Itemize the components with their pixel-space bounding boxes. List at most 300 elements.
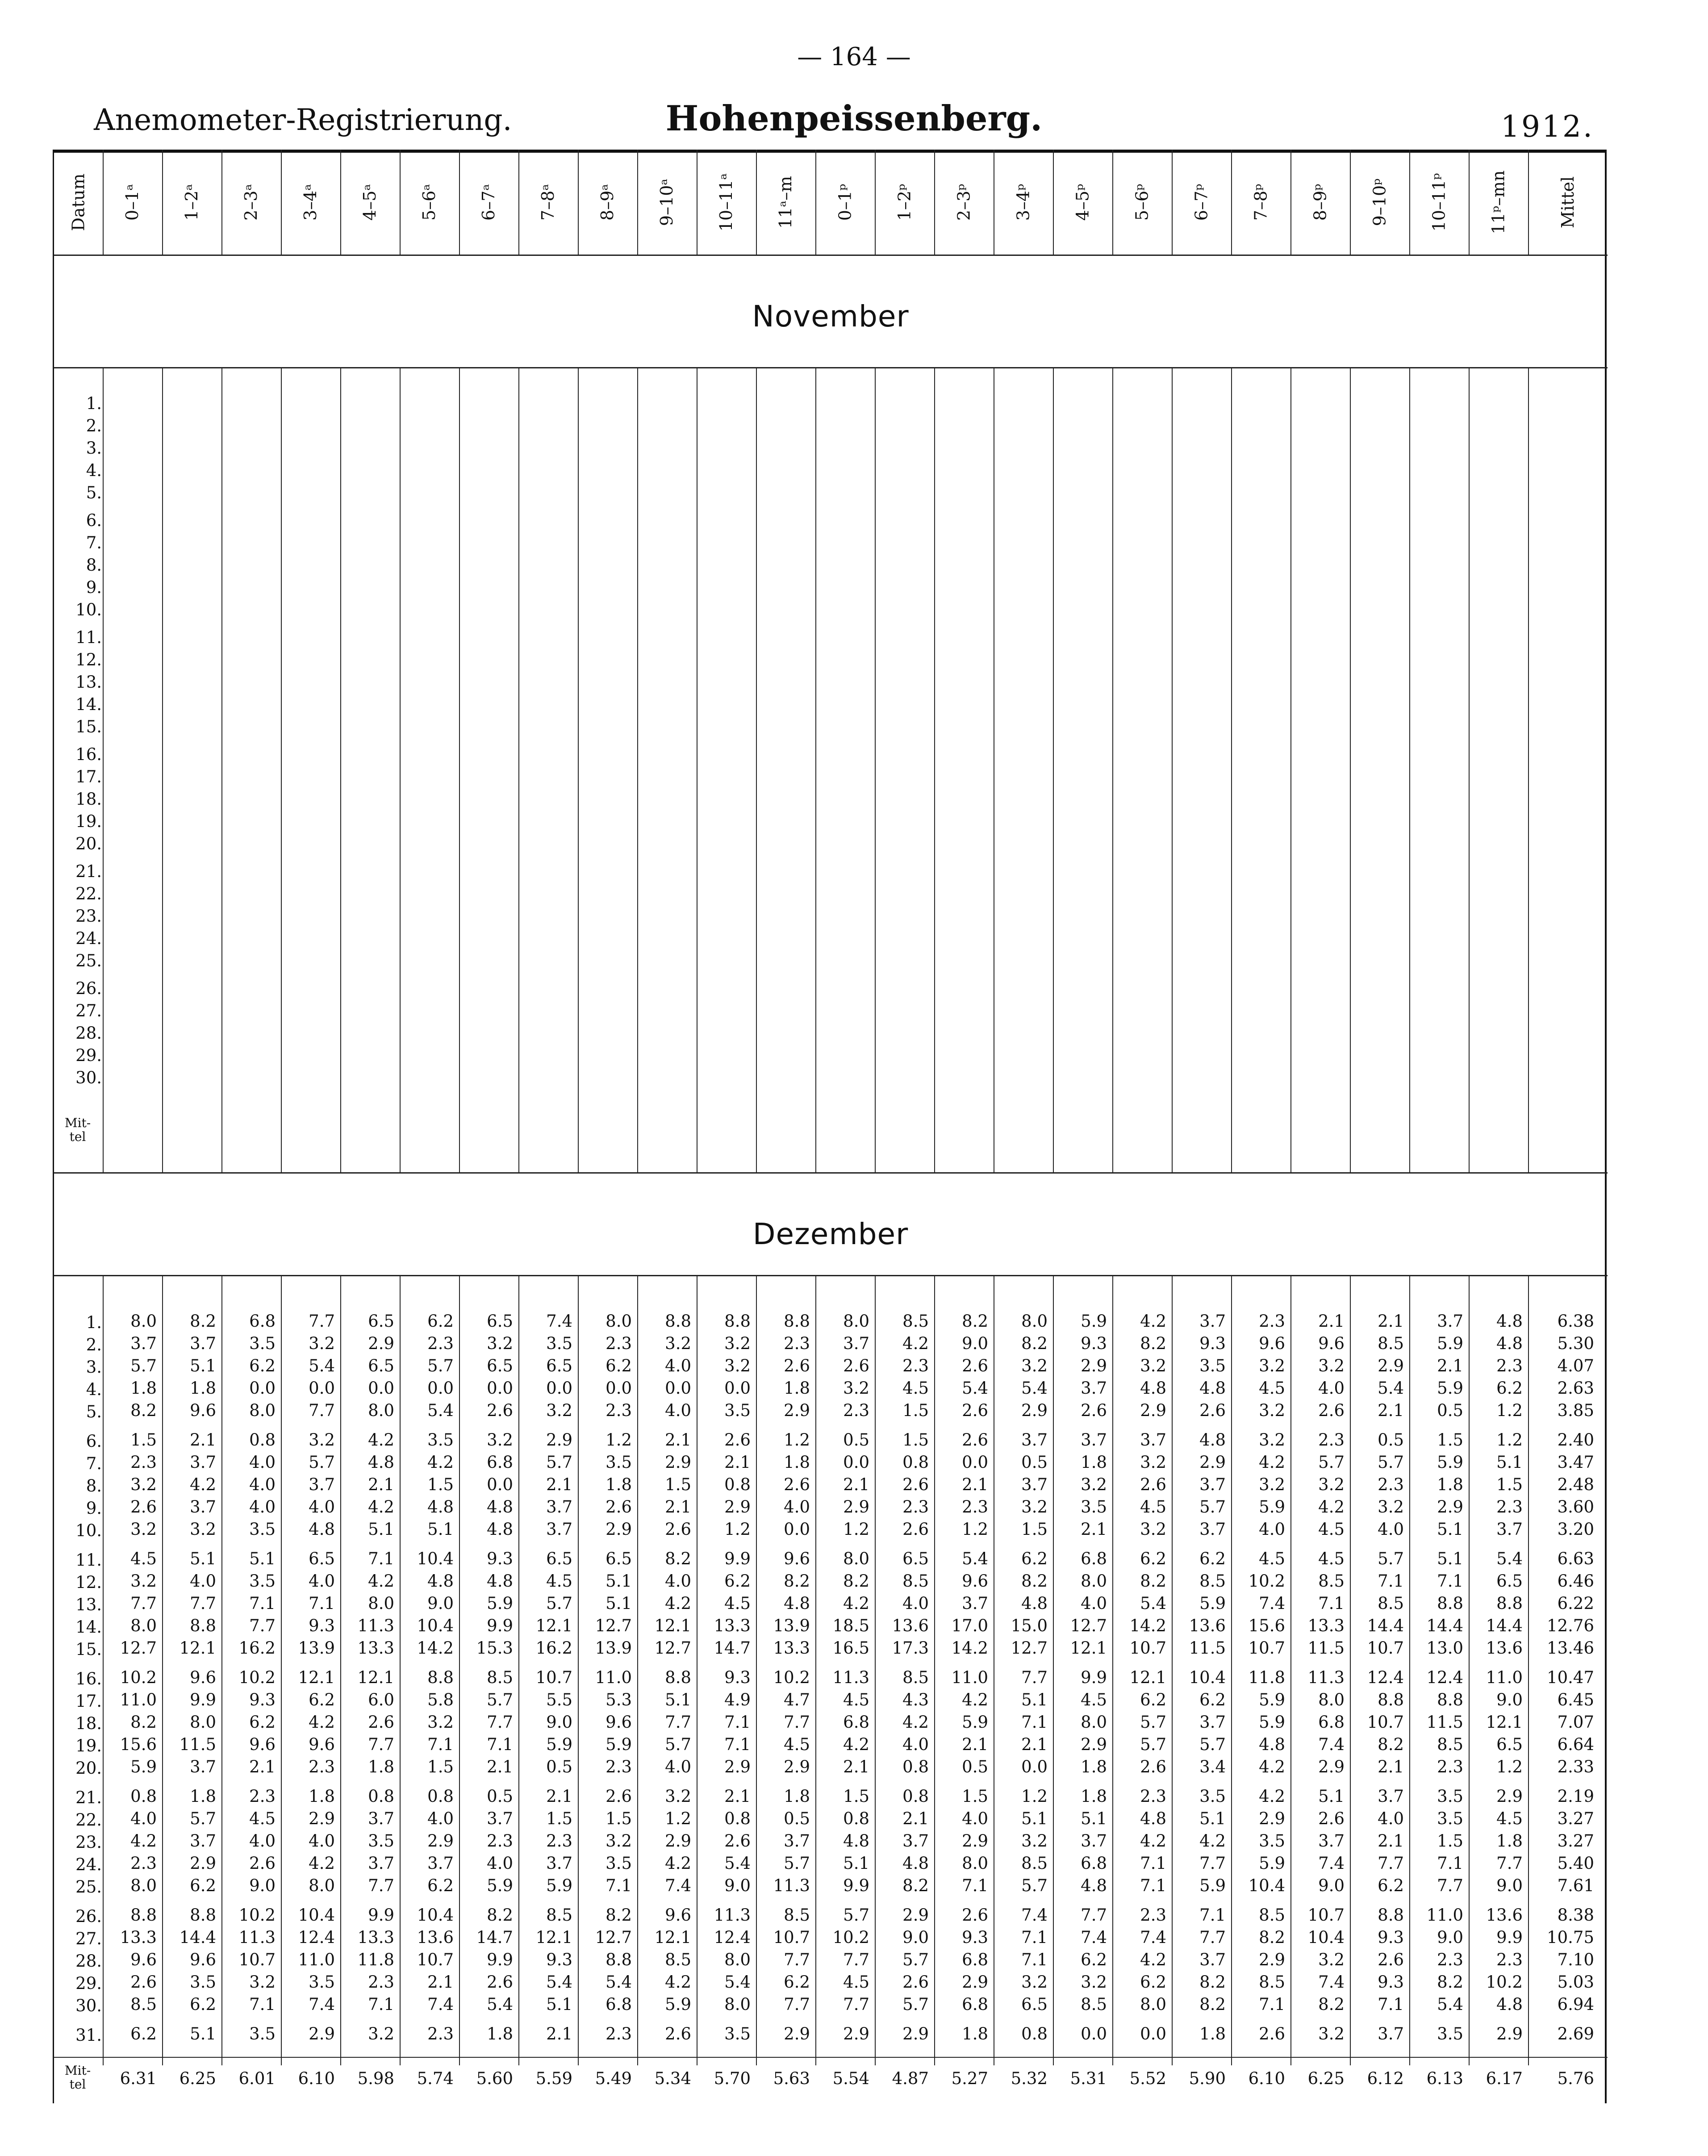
dec-cell: 14.4 [1486, 1616, 1523, 1635]
dec-cell: 8.0 [368, 1401, 394, 1420]
dec-cell: 10.7 [1307, 1905, 1345, 1925]
dec-cell: 5.9 [130, 1757, 157, 1776]
dec-cell: 8.8 [606, 1950, 632, 1969]
column-rule [1053, 367, 1054, 1172]
dec-day-label: 26. [75, 1907, 102, 1926]
dec-cell: 1.2 [1021, 1787, 1048, 1806]
dec-cell: 3.7 [427, 1854, 454, 1873]
dec-cell: 4.0 [665, 1757, 691, 1776]
dec-daily-mittel: 2.40 [1557, 1430, 1594, 1450]
column-rule [1528, 367, 1529, 1172]
column-rule [400, 1275, 401, 2065]
dec-cell: 4.7 [784, 1690, 810, 1709]
dec-cell: 11.5 [1426, 1713, 1463, 1732]
nov-day-label: 1. [86, 394, 102, 413]
dec-cell: 0.0 [1081, 2024, 1107, 2043]
dec-cell: 3.2 [309, 1334, 335, 1353]
dec-cell: 0.0 [606, 1379, 632, 1398]
dec-cell: 9.0 [1496, 1876, 1523, 1895]
dec-cell: 3.7 [546, 1520, 572, 1539]
column-header-label: 4–5ᵖ [1073, 184, 1093, 221]
dec-mittel-label: Mit- tel [64, 2063, 91, 2092]
dec-cell: 1.8 [190, 1787, 216, 1806]
column-rule [518, 1275, 519, 2065]
dec-cell: 2.3 [1496, 1356, 1523, 1375]
dec-cell: 8.2 [784, 1571, 810, 1591]
dec-cell: 8.2 [1259, 1928, 1285, 1947]
dec-cell: 1.8 [784, 1453, 810, 1472]
dec-cell: 8.2 [1199, 1972, 1226, 1992]
dec-cell: 4.2 [962, 1690, 988, 1709]
dec-cell: 2.9 [962, 1831, 988, 1851]
dec-cell: 0.0 [843, 1453, 869, 1472]
dec-hour-mittel: 6.12 [1367, 2069, 1404, 2088]
nov-day-label: 6. [86, 511, 102, 530]
column-header-25 [1528, 150, 1608, 255]
dec-cell: 3.2 [130, 1475, 157, 1494]
dec-cell: 2.9 [427, 1831, 454, 1851]
dec-cell: 4.5 [1259, 1549, 1285, 1568]
dec-cell: 2.9 [902, 2024, 929, 2043]
dec-day-label: 7. [86, 1454, 102, 1473]
dec-cell: 3.5 [606, 1854, 632, 1873]
dec-cell: 9.3 [249, 1690, 276, 1709]
nov-day-label: 27. [75, 1001, 102, 1020]
dec-cell: 7.1 [368, 1549, 394, 1568]
dec-cell: 4.8 [1199, 1379, 1226, 1398]
dec-cell: 2.3 [902, 1356, 929, 1375]
dec-cell: 2.1 [1021, 1735, 1048, 1754]
dec-cell: 0.5 [1437, 1401, 1463, 1420]
page-number: — 164 — [797, 42, 911, 71]
column-rule [756, 1275, 757, 2065]
column-header-label: 1–2ᵖ [894, 184, 915, 221]
dec-cell: 4.5 [724, 1594, 751, 1613]
dec-cell: 4.2 [1140, 1831, 1166, 1851]
dec-cell: 9.0 [962, 1334, 988, 1353]
dec-daily-mittel: 6.46 [1557, 1571, 1594, 1591]
dec-cell: 8.5 [1081, 1995, 1107, 2014]
dec-cell: 4.9 [724, 1690, 751, 1709]
dec-cell: 5.1 [1496, 1453, 1523, 1472]
dec-hour-mittel: 6.25 [1307, 2069, 1345, 2088]
dec-cell: 4.8 [487, 1497, 513, 1517]
dec-cell: 9.0 [724, 1876, 751, 1895]
dec-cell: 5.7 [309, 1453, 335, 1472]
dec-cell: 2.6 [606, 1497, 632, 1517]
dec-cell: 15.6 [120, 1735, 157, 1754]
column-header-label: 7–8ᵃ [538, 184, 558, 221]
dec-cell: 3.7 [1081, 1430, 1107, 1450]
dec-cell: 4.2 [665, 1972, 691, 1992]
dec-cell: 2.6 [1318, 1401, 1345, 1420]
dec-cell: 13.6 [1486, 1638, 1523, 1658]
dec-cell: 1.8 [1199, 2024, 1226, 2043]
dec-cell: 2.6 [487, 1401, 513, 1420]
dec-cell: 11.3 [238, 1928, 276, 1947]
dec-cell: 1.8 [130, 1379, 157, 1398]
dec-day-label: 29. [75, 1974, 102, 1993]
dec-cell: 6.0 [368, 1690, 394, 1709]
dec-cell: 8.5 [784, 1905, 810, 1925]
dec-cell: 3.2 [309, 1430, 335, 1450]
dec-cell: 6.8 [962, 1950, 988, 1969]
column-header-label: Datum [68, 173, 88, 231]
dec-cell: 8.5 [1259, 1972, 1285, 1992]
dec-cell: 15.0 [1011, 1616, 1048, 1635]
dec-day-label: 14. [75, 1617, 102, 1637]
dec-cell: 4.5 [130, 1549, 157, 1568]
column-header-label: 10–11ᵃ [716, 173, 736, 231]
station-title: Hohenpeissenberg. [665, 98, 1043, 139]
dec-cell: 5.7 [190, 1809, 216, 1828]
dec-cell: 7.7 [368, 1735, 394, 1754]
dec-cell: 2.9 [665, 1453, 691, 1472]
column-rule [1172, 367, 1173, 1172]
dec-cell: 5.9 [606, 1735, 632, 1754]
dec-cell: 7.1 [1021, 1928, 1048, 1947]
dec-cell: 2.6 [665, 1520, 691, 1539]
dec-cell: 5.7 [546, 1453, 572, 1472]
dec-cell: 6.2 [1140, 1690, 1166, 1709]
dec-cell: 8.2 [1021, 1571, 1048, 1591]
dec-cell: 7.1 [249, 1995, 276, 2014]
dec-cell: 6.2 [1081, 1950, 1107, 1969]
dec-cell: 3.7 [190, 1453, 216, 1472]
dec-cell: 4.2 [843, 1735, 869, 1754]
dec-daily-mittel: 4.07 [1557, 1356, 1594, 1375]
column-rule [1350, 367, 1351, 1172]
dec-cell: 7.7 [784, 1995, 810, 2014]
dec-cell: 9.0 [249, 1876, 276, 1895]
dec-cell: 4.5 [843, 1972, 869, 1992]
dec-cell: 3.2 [1318, 1950, 1345, 1969]
dec-cell: 2.6 [962, 1430, 988, 1450]
dec-cell: 11.3 [357, 1616, 394, 1635]
dec-cell: 1.8 [309, 1787, 335, 1806]
dec-cell: 3.2 [843, 1379, 869, 1398]
dec-daily-mittel: 10.47 [1547, 1668, 1594, 1687]
dec-cell: 5.4 [606, 1972, 632, 1992]
dec-daily-mittel: 5.40 [1557, 1854, 1594, 1873]
dec-cell: 4.2 [309, 1854, 335, 1873]
dec-cell: 4.8 [1081, 1876, 1107, 1895]
column-header-7 [459, 150, 518, 255]
dec-cell: 6.2 [190, 1876, 216, 1895]
dec-cell: 12.7 [120, 1638, 157, 1658]
dec-cell: 5.1 [1199, 1809, 1226, 1828]
dec-cell: 4.0 [249, 1453, 276, 1472]
column-rule [815, 150, 816, 255]
column-rule [637, 1275, 638, 2065]
column-header-label: 6–7ᵖ [1191, 184, 1211, 221]
column-header-16 [994, 150, 1053, 255]
row-rule [54, 1275, 1608, 1276]
dec-cell: 0.8 [843, 1809, 869, 1828]
dec-cell: 12.1 [1486, 1713, 1523, 1732]
dec-cell: 4.0 [1378, 1809, 1404, 1828]
dec-cell: 6.8 [487, 1453, 513, 1472]
dec-cell: 6.2 [1378, 1876, 1404, 1895]
column-rule [459, 1275, 460, 2065]
dec-cell: 11.3 [1307, 1668, 1345, 1687]
dec-cell: 2.9 [1081, 1735, 1107, 1754]
dec-cell: 8.8 [190, 1616, 216, 1635]
dec-cell: 0.8 [130, 1787, 157, 1806]
dec-cell: 3.5 [1437, 2024, 1463, 2043]
dec-cell: 1.2 [1496, 1401, 1523, 1420]
dec-cell: 8.2 [665, 1549, 691, 1568]
dec-daily-mittel: 10.75 [1547, 1928, 1594, 1947]
dec-cell: 8.2 [1199, 1995, 1226, 2014]
dec-cell: 5.9 [1259, 1713, 1285, 1732]
dec-cell: 7.4 [427, 1995, 454, 2014]
dec-cell: 2.1 [1318, 1312, 1345, 1331]
dec-cell: 5.7 [784, 1854, 810, 1873]
dec-cell: 8.5 [1318, 1571, 1345, 1591]
row-rule [54, 367, 1608, 368]
dec-cell: 4.0 [1081, 1594, 1107, 1613]
dec-cell: 1.5 [1021, 1520, 1048, 1539]
dec-cell: 2.6 [902, 1475, 929, 1494]
dec-cell: 11.3 [773, 1876, 810, 1895]
dec-cell: 3.7 [1081, 1831, 1107, 1851]
dec-day-label: 10. [75, 1521, 102, 1540]
dec-cell: 9.0 [1318, 1876, 1345, 1895]
dec-cell: 9.0 [902, 1928, 929, 1947]
dec-cell: 4.0 [190, 1571, 216, 1591]
dec-hour-mittel: 6.31 [120, 2069, 157, 2088]
column-header-label: 4–5ᵃ [360, 184, 380, 221]
dec-cell: 5.9 [1437, 1334, 1463, 1353]
dec-cell: 3.5 [1259, 1831, 1285, 1851]
dec-cell: 9.6 [130, 1950, 157, 1969]
dec-cell: 3.2 [724, 1334, 751, 1353]
dec-cell: 8.2 [843, 1571, 869, 1591]
dec-cell: 4.0 [309, 1497, 335, 1517]
dec-day-label: 11. [75, 1550, 102, 1570]
dec-cell: 15.6 [1248, 1616, 1285, 1635]
dec-cell: 5.4 [309, 1356, 335, 1375]
dec-cell: 8.8 [1437, 1690, 1463, 1709]
dec-cell: 3.2 [427, 1713, 454, 1732]
dec-cell: 5.4 [427, 1401, 454, 1420]
dec-cell: 5.4 [724, 1854, 751, 1873]
dec-cell: 2.9 [1496, 1787, 1523, 1806]
dec-cell: 2.6 [1199, 1401, 1226, 1420]
dec-cell: 10.2 [238, 1668, 276, 1687]
dec-cell: 1.8 [606, 1475, 632, 1494]
row-rule [54, 1172, 1608, 1174]
dec-cell: 5.3 [606, 1690, 632, 1709]
dec-daily-mittel: 3.85 [1557, 1401, 1594, 1420]
dec-cell: 2.3 [606, 1334, 632, 1353]
dec-cell: 5.7 [665, 1735, 691, 1754]
dec-cell: 5.9 [1259, 1497, 1285, 1517]
dec-cell: 7.1 [1140, 1876, 1166, 1895]
dec-cell: 4.8 [427, 1571, 454, 1591]
dec-cell: 11.0 [951, 1668, 988, 1687]
dec-cell: 1.2 [724, 1520, 751, 1539]
dec-cell: 2.9 [546, 1430, 572, 1450]
nov-day-label: 20. [75, 834, 102, 853]
dec-cell: 10.7 [1367, 1638, 1404, 1658]
dec-cell: 3.7 [1081, 1379, 1107, 1398]
dec-cell: 3.7 [368, 1854, 394, 1873]
dec-cell: 8.2 [190, 1312, 216, 1331]
dec-cell: 7.7 [784, 1713, 810, 1732]
dec-cell: 5.7 [902, 1995, 929, 2014]
dec-cell: 7.1 [962, 1876, 988, 1895]
column-rule [1409, 150, 1410, 255]
dec-cell: 3.2 [487, 1334, 513, 1353]
dec-cell: 2.1 [1378, 1312, 1404, 1331]
dec-cell: 2.1 [1378, 1757, 1404, 1776]
dec-cell: 12.1 [298, 1668, 335, 1687]
dec-cell: 2.9 [1259, 1950, 1285, 1969]
dec-cell: 7.7 [1496, 1854, 1523, 1873]
dec-cell: 2.6 [606, 1787, 632, 1806]
dec-cell: 3.7 [902, 1831, 929, 1851]
dec-cell: 2.9 [368, 1334, 394, 1353]
dec-cell: 7.1 [1021, 1950, 1048, 1969]
dec-cell: 4.8 [427, 1497, 454, 1517]
dec-cell: 1.2 [962, 1520, 988, 1539]
dec-cell: 1.5 [902, 1401, 929, 1420]
nov-day-label: 2. [86, 416, 102, 435]
dec-cell: 4.3 [902, 1690, 929, 1709]
dec-cell: 3.5 [546, 1334, 572, 1353]
dec-cell: 2.6 [1140, 1475, 1166, 1494]
column-rule [1172, 1275, 1173, 2065]
dec-cell: 5.9 [1259, 1854, 1285, 1873]
dec-cell: 5.4 [1496, 1549, 1523, 1568]
dec-cell: 7.7 [843, 1950, 869, 1969]
dec-cell: 5.4 [1378, 1379, 1404, 1398]
dec-cell: 3.2 [546, 1401, 572, 1420]
dec-cell: 0.8 [724, 1809, 751, 1828]
dec-hour-mittel: 5.74 [417, 2069, 454, 2088]
dec-cell: 4.8 [1199, 1430, 1226, 1450]
column-header-10 [637, 150, 697, 255]
column-rule [1469, 1275, 1470, 2065]
dec-cell: 9.3 [546, 1950, 572, 1969]
dec-cell: 8.2 [130, 1401, 157, 1420]
dec-cell: 6.5 [309, 1549, 335, 1568]
year-label: 1912. [1501, 109, 1594, 144]
dec-cell: 3.7 [130, 1334, 157, 1353]
dec-cell: 5.1 [1437, 1549, 1463, 1568]
dec-cell: 1.8 [962, 2024, 988, 2043]
dec-cell: 3.2 [1021, 1497, 1048, 1517]
column-header-17 [1053, 150, 1112, 255]
dec-cell: 1.2 [606, 1430, 632, 1450]
row-rule [54, 2057, 1608, 2058]
dec-cell: 2.1 [546, 2024, 572, 2043]
dec-cell: 14.4 [1367, 1616, 1404, 1635]
dec-cell: 5.1 [843, 1854, 869, 1873]
dec-cell: 7.7 [487, 1713, 513, 1732]
column-header-14 [875, 150, 934, 255]
dec-cell: 4.2 [665, 1854, 691, 1873]
dec-cell: 1.5 [546, 1809, 572, 1828]
dec-cell: 8.8 [665, 1668, 691, 1687]
dec-cell: 5.1 [190, 1356, 216, 1375]
dec-cell: 2.1 [1378, 1831, 1404, 1851]
dec-cell: 2.1 [1437, 1356, 1463, 1375]
dec-cell: 4.8 [1140, 1809, 1166, 1828]
dec-cell: 2.3 [1437, 1950, 1463, 1969]
dec-cell: 3.7 [1199, 1475, 1226, 1494]
dec-day-label: 3. [86, 1358, 102, 1377]
dec-day-label: 28. [75, 1951, 102, 1971]
dec-cell: 1.8 [368, 1757, 394, 1776]
dec-cell: 13.3 [357, 1638, 394, 1658]
dec-cell: 9.9 [843, 1876, 869, 1895]
dec-cell: 2.1 [724, 1787, 751, 1806]
dec-cell: 4.2 [1259, 1453, 1285, 1472]
dec-cell: 8.8 [427, 1668, 454, 1687]
dec-cell: 4.5 [1318, 1520, 1345, 1539]
column-rule [578, 1275, 579, 2065]
dec-cell: 7.1 [368, 1995, 394, 2014]
dec-cell: 3.7 [546, 1497, 572, 1517]
dec-cell: 3.2 [1318, 1356, 1345, 1375]
dec-cell: 6.5 [487, 1312, 513, 1331]
dec-cell: 8.0 [1318, 1690, 1345, 1709]
dec-cell: 11.5 [1307, 1638, 1345, 1658]
column-rule [1053, 150, 1054, 255]
dec-hour-mittel: 5.59 [535, 2069, 572, 2088]
dec-cell: 2.6 [962, 1401, 988, 1420]
dec-cell: 8.0 [190, 1713, 216, 1732]
dec-cell: 3.2 [1081, 1475, 1107, 1494]
dec-cell: 5.1 [190, 2024, 216, 2043]
dec-daily-mittel: 2.48 [1557, 1475, 1594, 1494]
column-header-0 [54, 150, 103, 255]
dec-day-label: 13. [75, 1595, 102, 1614]
dec-cell: 12.7 [654, 1638, 691, 1658]
dec-cell: 2.1 [843, 1475, 869, 1494]
column-rule [103, 367, 104, 1172]
dec-cell: 3.7 [1496, 1520, 1523, 1539]
dec-cell: 2.6 [902, 1972, 929, 1992]
dec-cell: 6.5 [368, 1356, 394, 1375]
dec-cell: 7.1 [487, 1735, 513, 1754]
dec-cell: 1.5 [1437, 1430, 1463, 1450]
dec-cell: 3.5 [249, 2024, 276, 2043]
dec-cell: 5.4 [546, 1972, 572, 1992]
dec-hour-mittel: 6.01 [238, 2069, 276, 2088]
dec-hour-mittel: 5.49 [595, 2069, 632, 2088]
dec-cell: 2.9 [784, 2024, 810, 2043]
dec-cell: 8.2 [606, 1905, 632, 1925]
dec-cell: 9.0 [546, 1713, 572, 1732]
dec-day-label: 8. [86, 1476, 102, 1496]
dec-cell: 8.5 [1259, 1905, 1285, 1925]
dec-hour-mittel: 6.10 [298, 2069, 335, 2088]
dec-cell: 1.8 [1081, 1757, 1107, 1776]
dec-cell: 8.0 [1081, 1571, 1107, 1591]
dec-day-label: 5. [86, 1402, 102, 1421]
dec-daily-mittel: 3.60 [1557, 1497, 1594, 1517]
dec-cell: 7.7 [1021, 1668, 1048, 1687]
dec-cell: 6.2 [1199, 1549, 1226, 1568]
dec-cell: 7.4 [1318, 1972, 1345, 1992]
nov-day-label: 28. [75, 1024, 102, 1043]
dec-cell: 6.2 [427, 1876, 454, 1895]
dec-cell: 2.1 [546, 1475, 572, 1494]
